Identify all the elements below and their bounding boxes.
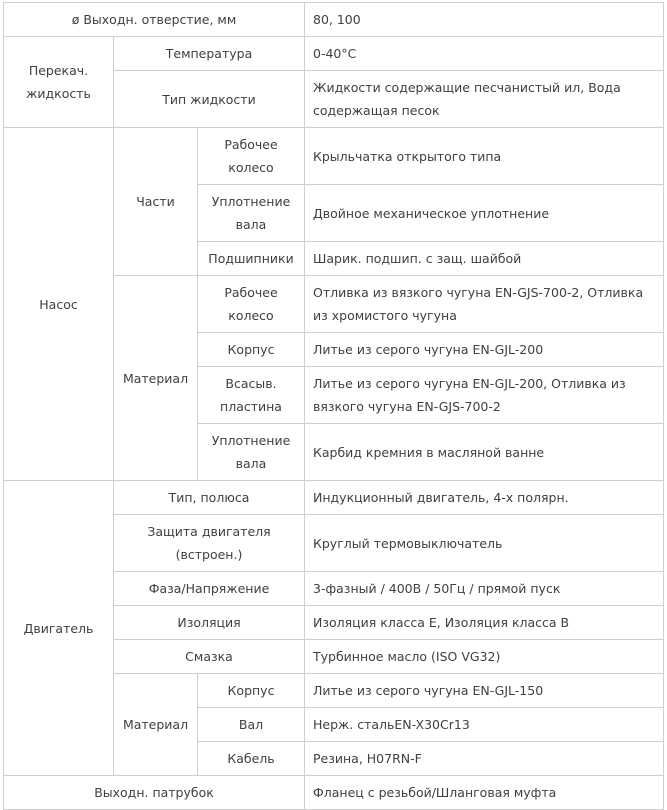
label-motor-cable: Кабель bbox=[198, 742, 305, 776]
value-pump-shaft-seal: Двойное механическое уплотнение bbox=[305, 185, 664, 242]
group-pumped-liquid: Перекач. жидкость bbox=[4, 37, 114, 128]
label-material-impeller: Рабочее колесо bbox=[198, 276, 305, 333]
subgroup-pump-material: Материал bbox=[114, 276, 198, 481]
value-liquid-type: Жидкости содержащие песчанистый ил, Вода содержащая песок bbox=[305, 71, 664, 128]
table-row bbox=[4, 776, 664, 810]
value-outlet-connection: Фланец с резьбой/Шланговая муфта bbox=[305, 776, 664, 810]
table-row bbox=[4, 128, 664, 185]
label-material-shaft-seal: Уплотнение вала bbox=[198, 424, 305, 481]
value-outlet-diameter: 80, 100 bbox=[305, 3, 664, 37]
label-pump-bearings: Подшипники bbox=[198, 242, 305, 276]
value-temperature: 0-40°C bbox=[305, 37, 664, 71]
group-pump: Насос bbox=[4, 128, 114, 481]
value-motor-phase-voltage: 3-фазный / 400В / 50Гц / прямой пуск bbox=[305, 572, 664, 606]
label-pump-shaft-seal: Уплотнение вала bbox=[198, 185, 305, 242]
value-material-shaft-seal: Карбид кремния в масляной ванне bbox=[305, 424, 664, 481]
group-motor: Двигатель bbox=[4, 481, 114, 776]
specification-table bbox=[3, 2, 664, 810]
value-material-casing: Литье из серого чугуна EN-GJL-200 bbox=[305, 333, 664, 367]
label-motor-shaft: Вал bbox=[198, 708, 305, 742]
label-motor-casing: Корпус bbox=[198, 674, 305, 708]
label-motor-protection: Защита двигателя (встроен.) bbox=[114, 515, 305, 572]
value-material-impeller: Отливка из вязкого чугуна EN-GJS-700-2, Отливка из хромистого чугуна bbox=[305, 276, 664, 333]
subgroup-pump-parts: Части bbox=[114, 128, 198, 276]
subgroup-motor-material: Материал bbox=[114, 674, 198, 776]
value-material-suction-plate: Литье из серого чугуна EN-GJL-200, Отливка из вязкого чугуна EN-GJS-700-2 bbox=[305, 367, 664, 424]
value-motor-type-poles: Индукционный двигатель, 4-х полярн. bbox=[305, 481, 664, 515]
label-outlet-connection: Выходн. патрубок bbox=[4, 776, 305, 810]
label-outlet-diameter: ø Выходн. отверстие, мм bbox=[4, 3, 305, 37]
label-temperature: Температура bbox=[114, 37, 305, 71]
label-motor-lubricant: Смазка bbox=[114, 640, 305, 674]
value-motor-casing: Литье из серого чугуна EN-GJL-150 bbox=[305, 674, 664, 708]
value-motor-cable: Резина, H07RN-F bbox=[305, 742, 664, 776]
table-row bbox=[4, 3, 664, 37]
table-row bbox=[4, 37, 664, 71]
value-motor-insulation: Изоляция класса E, Изоляция класса B bbox=[305, 606, 664, 640]
label-motor-type-poles: Тип, полюса bbox=[114, 481, 305, 515]
label-liquid-type: Тип жидкости bbox=[114, 71, 305, 128]
value-motor-lubricant: Турбинное масло (ISO VG32) bbox=[305, 640, 664, 674]
label-pump-impeller: Рабочее колесо bbox=[198, 128, 305, 185]
value-motor-protection: Круглый термовыключатель bbox=[305, 515, 664, 572]
value-motor-shaft: Нерж. стальEN-X30Cr13 bbox=[305, 708, 664, 742]
value-pump-bearings: Шарик. подшип. с защ. шайбой bbox=[305, 242, 664, 276]
value-pump-impeller: Крыльчатка открытого типа bbox=[305, 128, 664, 185]
label-motor-insulation: Изоляция bbox=[114, 606, 305, 640]
label-motor-phase-voltage: Фаза/Напряжение bbox=[114, 572, 305, 606]
table-row bbox=[4, 481, 664, 515]
label-material-casing: Корпус bbox=[198, 333, 305, 367]
label-material-suction-plate: Всасыв. пластина bbox=[198, 367, 305, 424]
